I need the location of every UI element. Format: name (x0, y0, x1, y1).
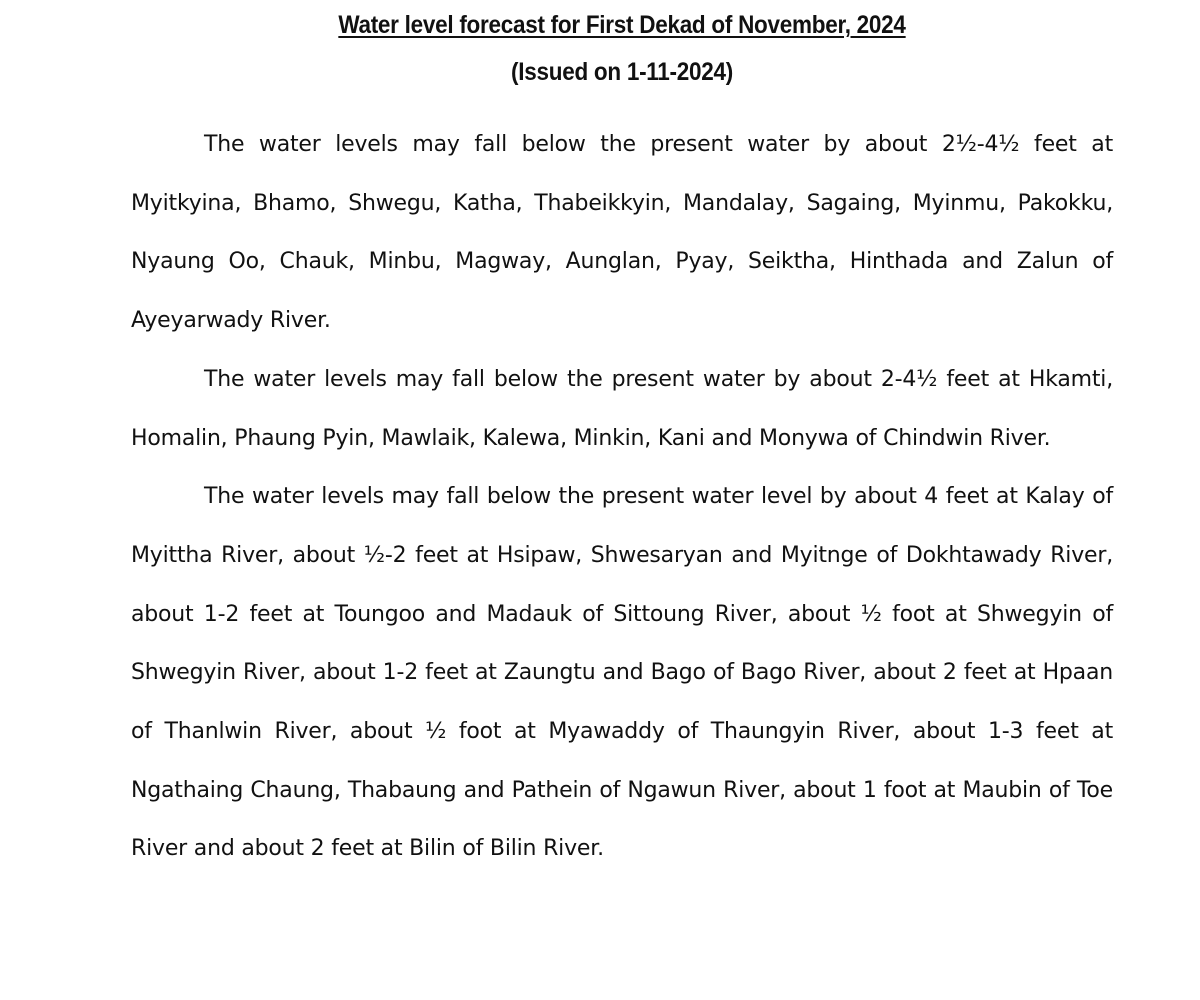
paragraph-other-rivers: The water levels may fall below the present water level by about 4 feet at Kalay of Myittha River, about ½-2 feet at Hsipaw, Shwesaryan and Myitnge of Dokhtawady River, about 1-2 feet at Toungoo and Madauk of Sittoung River, about ½ foot at Shwegyin of Shwegyin River, about 1-2 feet at Zaungtu and Bago of Bago River, about 2 feet at Hpaan of Thanlwin River, about ½ foot at Myawaddy of Thaungyin River, about 1-3 feet at Ngathaing Chaung, Thabaung and Pathein of Ngawun River, about 1 foot at Maubin of Toe River and about 2 feet at Bilin of Bilin River. (131, 484, 1113, 862)
document-title: Water level forecast for First Dekad of November, 2024 (338, 11, 906, 39)
document-page (131, 0, 1113, 879)
paragraph-chindwin: The water levels may fall below the present water by about 2-4½ feet at Hkamti, Homalin, Phaung Pyin, Mawlaik, Kalewa, Minkin, Kani and Monywa of Chindwin River. (131, 366, 1113, 451)
paragraph-ayeyarwady: The water levels may fall below the present water by about 2½-4½ feet at Myitkyina, Bhamo, Shwegu, Katha, Thabeikkyin, Mandalay, Sagaing, Myinmu, Pakokku, Nyaung Oo, Chauk, Minbu, Magway, Aunglan, Pyay, Seiktha, Hinthada and Zalun of Ayeyarwady River. (131, 132, 1113, 334)
issued-date: (Issued on 1-11-2024) (511, 58, 733, 86)
document-body (131, 116, 1113, 879)
